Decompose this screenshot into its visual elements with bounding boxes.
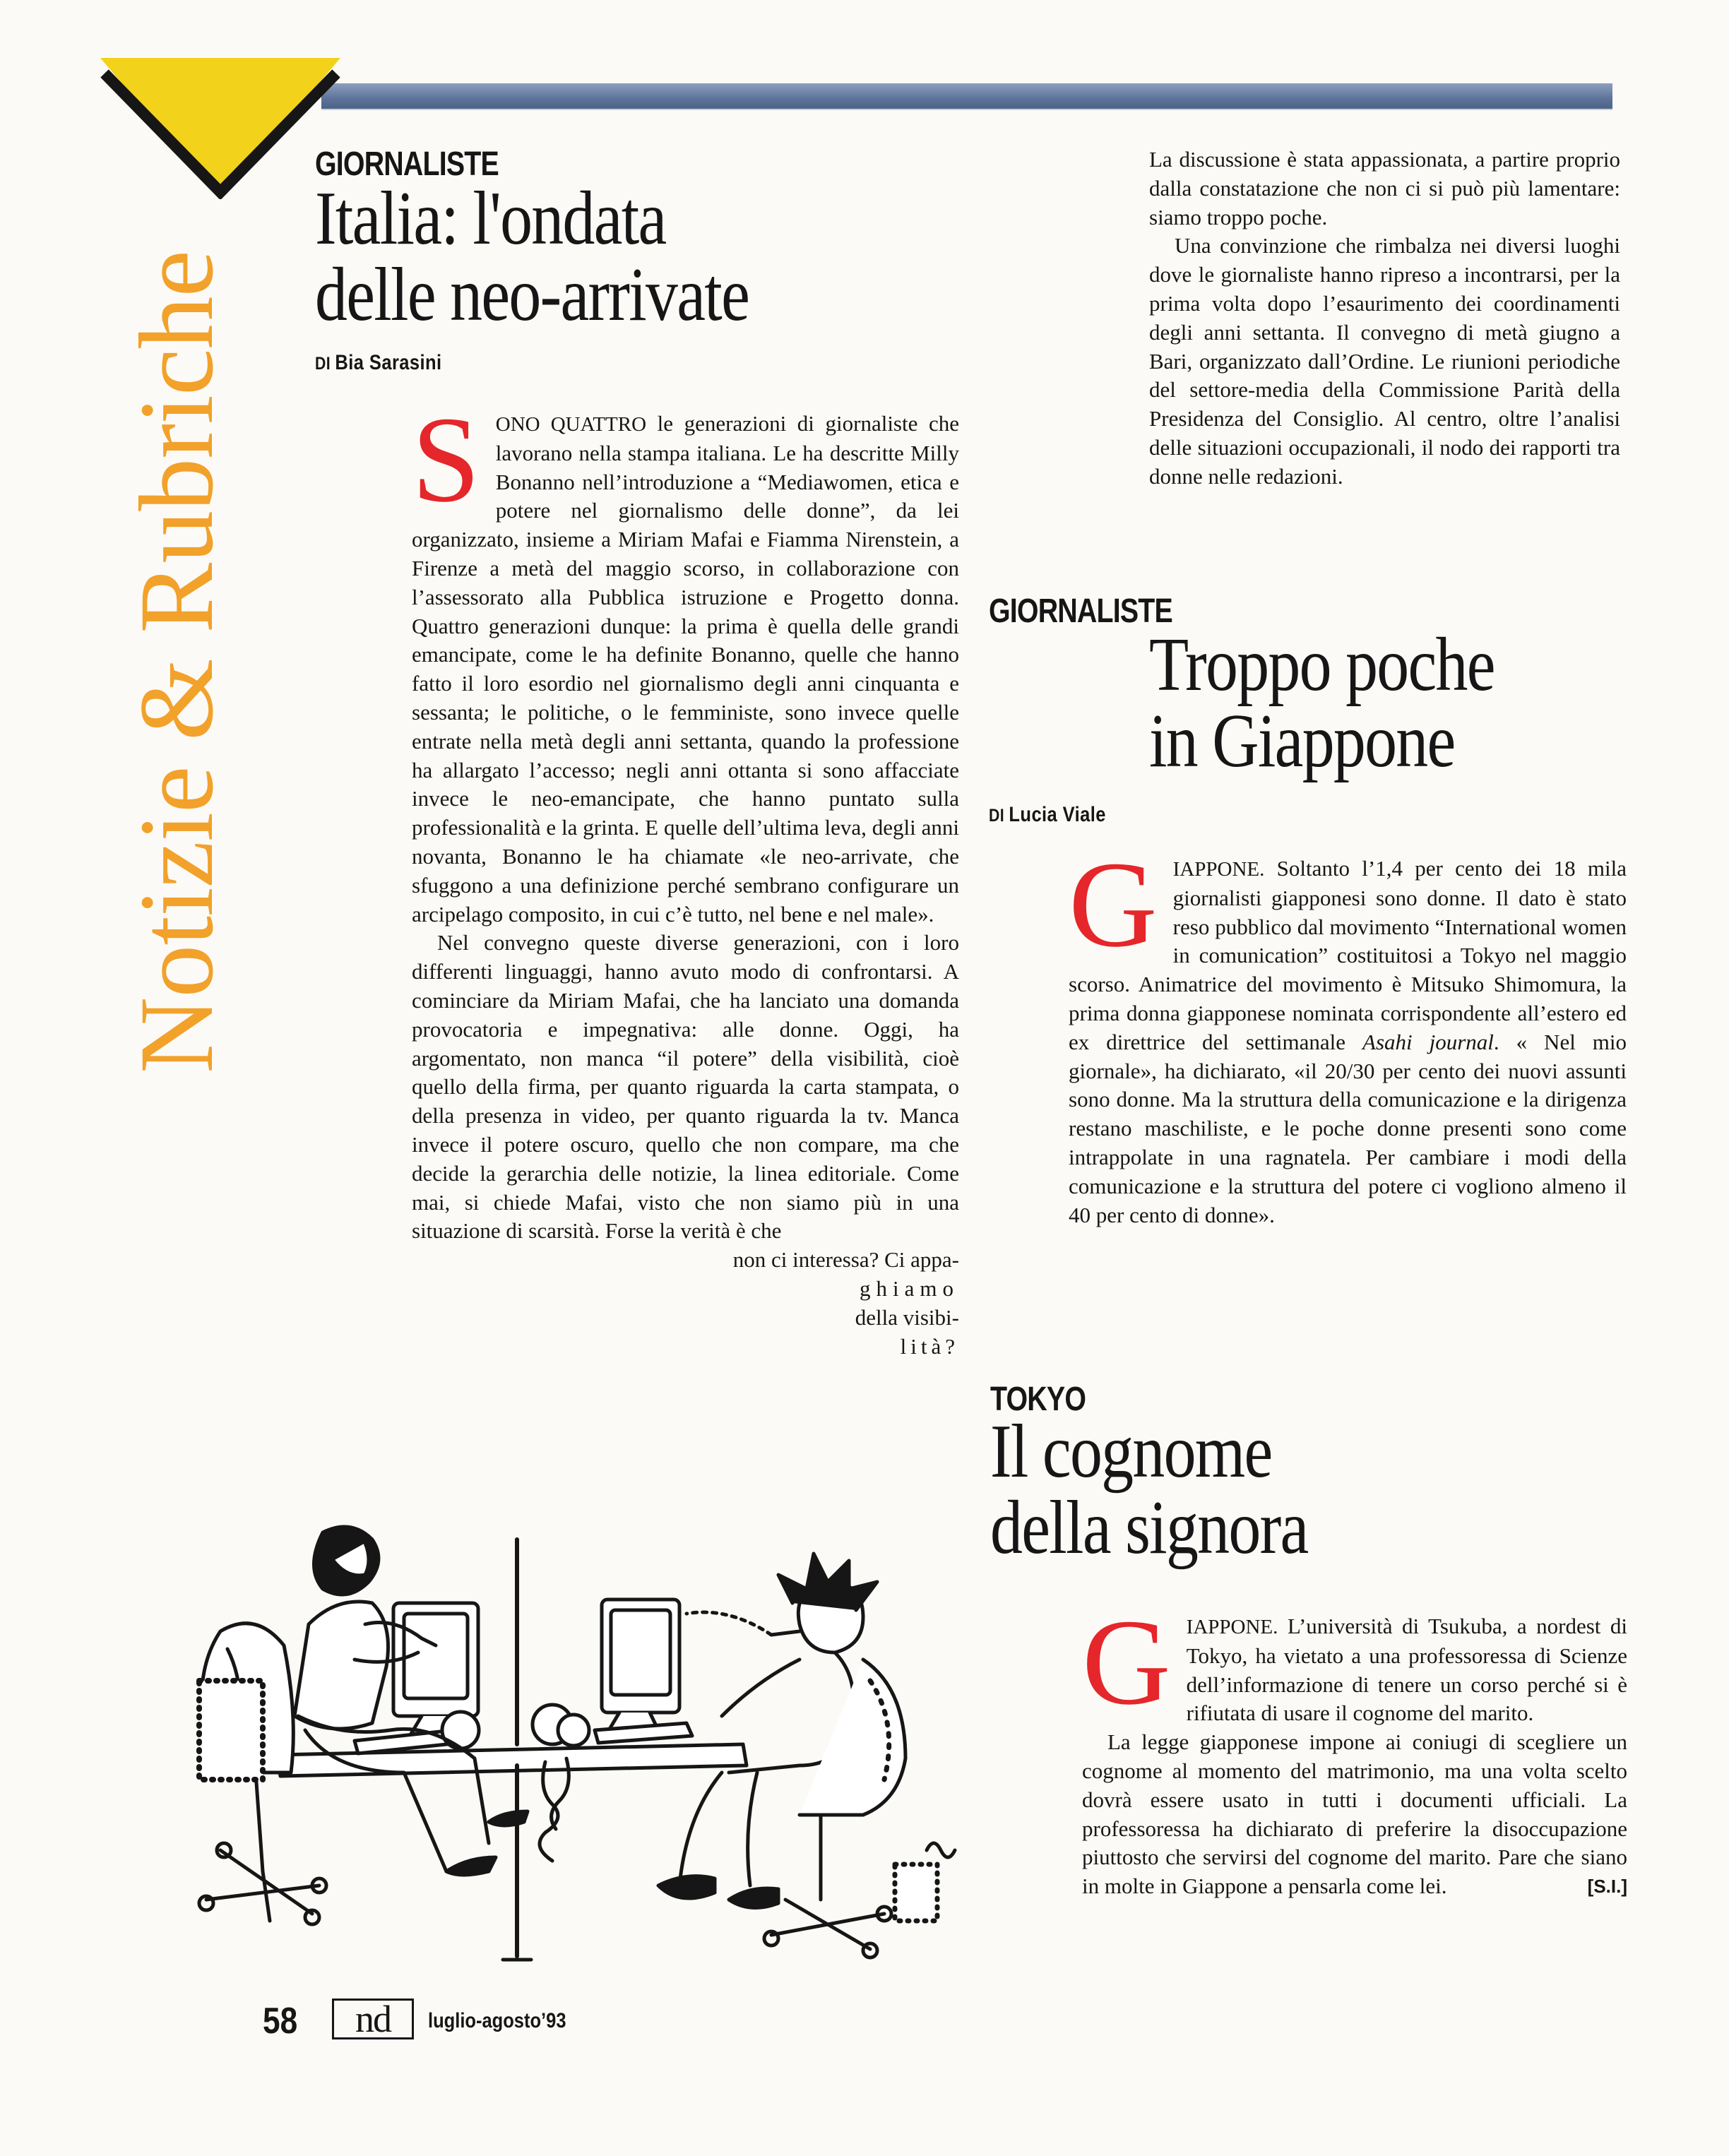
- article-2-title-line: Troppo poche: [1149, 623, 1495, 707]
- stair-line: non ci interessa? Ci appa-: [732, 1247, 959, 1273]
- article-3-title-line: Il cognome: [990, 1410, 1272, 1494]
- article-1-paragraph: La discussione è stata appassionata, a partire proprio dalla constatazione che non ci si può più lamentare: siamo troppo poche.: [1149, 147, 1620, 230]
- article-2-byline: [989, 803, 1106, 827]
- article-1-paragraph: SONO QUATTRO le generazioni di giornaliste che lavorano nella stampa italiana. Le ha descritte Milly Bonanno nell’introduzione a “Mediawomen, etica e potere nel giornalismo delle donne”, da lei organizzato, insieme a Miriam Mafai e Fiamma Nirenstein, a Firenze a metà del maggio scorso, in collaborazione con l’assessorato alla Pubblica istruzione e Progetto donna. Quattro generazioni dunque: la prima è quella delle grandi emancipate, come le ha definite Bonanno, quelle che hanno fatto il loro esordio nel giornalismo degli anni cinquanta e sessanta; le politiche, o le femministe, sono invece quelle entrate nella metà degli anni settanta, quando la professione ha allargato l’accesso; negli anni ottanta si sono affacciate invece le neo-emancipate, che hanno puntato sulla professionalità e la grinta. E quelle dell’ultima leva, degli anni novanta, Bonanno le ha chiamate «le neo-arrivate, che sfuggono a una definizione perché sembrano configurare un arcipelago composito, in cui c’è tutto, nel bene e nel male».: [412, 391, 959, 927]
- byline-author: Lucia Viale: [1009, 803, 1106, 826]
- magazine-logo: nd: [332, 1999, 414, 2039]
- desk: [277, 1744, 747, 1776]
- article-2-title-line: in Giappone: [1149, 699, 1455, 783]
- page-number: 58: [263, 2001, 298, 2042]
- article-3-title-line: della signora: [990, 1486, 1308, 1570]
- header-band: [321, 83, 1612, 109]
- article-1-stair-text: [412, 1246, 959, 1361]
- monitor-icon: [595, 1600, 692, 1743]
- article-1-kicker: GIORNALISTE: [315, 145, 499, 183]
- byline-prefix: DI: [315, 354, 331, 374]
- article-1-title-line: Italia: l'ondata: [315, 177, 666, 261]
- lead-in: IAPPONE.: [1186, 1616, 1278, 1638]
- article-2-body: [1069, 836, 1627, 1229]
- article-3-paragraph: GIAPPONE. L’università di Tsukuba, a nordest di Tokyo, ha vietato a una professoressa di Scienze dell’informazione di tenere un corso perché si è rifiutata di usare il cognome del marito.: [1082, 1594, 1627, 1730]
- lead-in: IAPPONE.: [1172, 858, 1265, 881]
- article-1-paragraph: Nel convegno queste diverse generazioni, con i loro differenti linguaggi, hanno avuto modo di confrontarsi. A cominciare da Miriam Mafai, che ha lanciato una domanda provocatoria e impegnativa: alle donne. Oggi, ha argomentato, non manca “il potere” della visibilità, cioè quello della firma, per quanto riguarda la carta stampata, o della presenza in video, per quanto riguarda la tv. Manca invece il potere oscuro, quello che non compare, ma che decide la gerarchia delle notizie, la linea editoriale. Come mai, si chiede Mafai, visto che non siamo più in una situazione di scarsità. Forse la verità è che: [412, 930, 959, 1244]
- issue-date: luglio-agosto’93: [428, 2009, 566, 2032]
- corner-triangle-icon: [100, 58, 340, 199]
- article-1-paragraph: Una convinzione che rimbalza nei diversi luoghi dove le giornaliste hanno ripreso a incontrarsi, per la prima volta dopo l’esaurimento dei coordinamenti degli anni settanta. Il convegno di metà giugno a Bari, organizzato dall’Ordine. Le riunioni periodiche del settore-media della Commissione Parità della Presidenza del Consiglio. Al centro, oltre l’analisi delle situazioni occupazionali, il nodo dei rapporti tra donne nelle redazioni.: [1149, 233, 1620, 489]
- article-1-body: [412, 391, 959, 1361]
- dropcap: G: [1082, 1594, 1171, 1730]
- article-3-title: [990, 1410, 1308, 1570]
- lead-in: ONO QUATTRO: [495, 413, 647, 436]
- article-1-continuation: [1149, 145, 1620, 492]
- article-1-byline: [315, 351, 442, 375]
- publication-title: Asahi journal: [1362, 1029, 1494, 1054]
- dropcap: S: [412, 391, 480, 528]
- article-3-kicker: TOKYO: [990, 1381, 1086, 1418]
- signature: [S.I.]: [1587, 1876, 1627, 1898]
- chair-icon: [764, 1660, 905, 1958]
- stair-line: lità?: [900, 1333, 959, 1359]
- article-2-kicker: GIORNALISTE: [989, 592, 1172, 630]
- cartoon-illustration: [121, 1518, 976, 1970]
- byline-author: Bia Sarasini: [335, 351, 442, 374]
- article-2-title: [1149, 623, 1495, 783]
- stair-line: ghiamo: [860, 1275, 959, 1301]
- dropcap: G: [1069, 836, 1158, 972]
- article-3-body: [1082, 1594, 1627, 1901]
- article-1-title: [315, 177, 749, 337]
- article-1-title-line: delle neo-arrivate: [315, 253, 749, 337]
- signature-scribble: [927, 1843, 955, 1857]
- stair-line: della visibi-: [855, 1304, 959, 1330]
- article-2-paragraph: GIAPPONE. Soltanto l’1,4 per cento dei 18 mila giornalisti giapponesi sono donne. Il dato è stato reso pubblico dal movimento “International women in comunication” costituitosi a Tokyo nel maggio scorso. Animatrice del movimento è Mitsuko Shimomura, la prima donna giapponese nominata corrispondente all’estero ed ex direttrice del settimanale Asahi journal. « Nel mio giornale», ha dichiarato, «il 20/30 per cento dei nuovi assunti sono donne. Ma la struttura della comunicazione e la dirigenza restano maschiliste, e le poche donne presenti sono come intrappolate in una ragnatela. Per cambiare i modi della comunicazione e la struttura del potere ci vogliono almeno il 40 per cento di donne».: [1069, 836, 1627, 1227]
- article-3-paragraph: La legge giapponese impone ai coniugi di scegliere un cognome al momento del matrimonio, ma una volta scelto dovrà essere usato in tutti i documenti ufficiali. La professoressa ha dichiarato di preferire la disoccupazione piuttosto che servirsi del cognome del marito. Pare che siano in molte in Giappone a pensarla come lei. [S.I.]: [1082, 1728, 1627, 1901]
- byline-prefix: DI: [989, 806, 1005, 826]
